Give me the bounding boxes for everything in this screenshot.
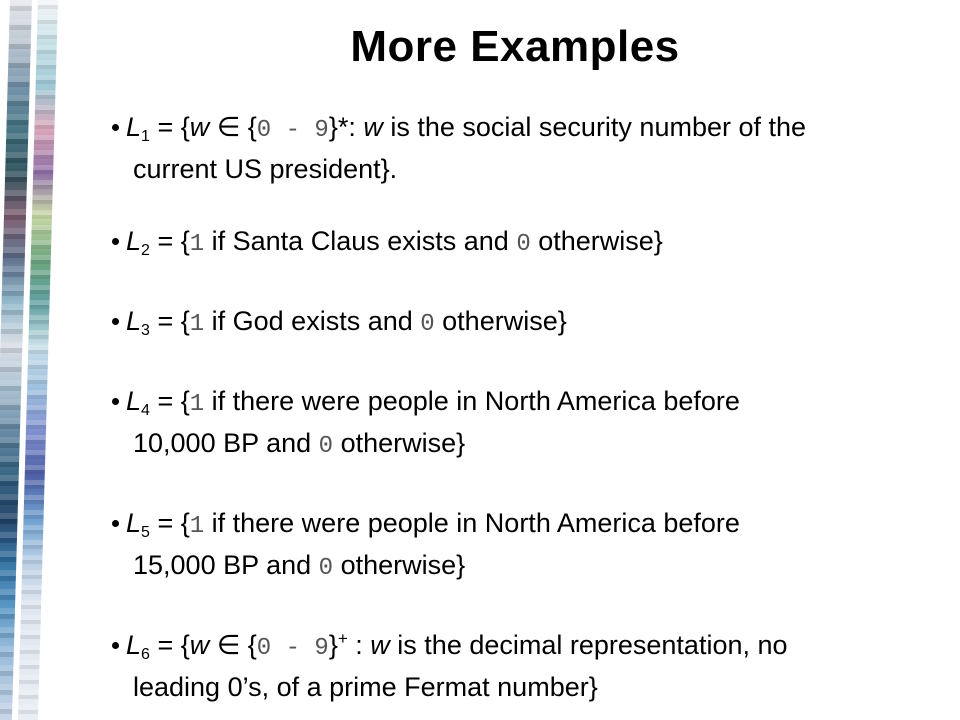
digit-zero: 0 [318, 555, 334, 582]
language-index: 1 [141, 128, 150, 145]
bullet-line [112, 504, 942, 546]
variable: w [363, 112, 383, 142]
text: otherwise} [434, 306, 567, 336]
bullet-item-l5 [112, 504, 942, 588]
text: otherwise} [530, 226, 663, 256]
language-label: L [126, 386, 142, 416]
language-index: 4 [141, 402, 150, 419]
text: 10,000 BP and [133, 428, 319, 458]
bullet-dot-icon [112, 398, 119, 405]
language-label: L [126, 630, 142, 660]
text: otherwise} [333, 428, 466, 458]
text: is the social security number of the [382, 112, 807, 142]
bullet-continuation: current US president}. [133, 154, 398, 184]
text: = { [149, 630, 190, 660]
text: { [247, 630, 257, 660]
text: } [328, 630, 338, 660]
bullet-line [112, 108, 942, 150]
bullet-dot-icon [112, 642, 119, 649]
text: = { [149, 112, 190, 142]
text: = { [149, 386, 190, 416]
language-label: L [126, 112, 142, 142]
text: }*: [328, 112, 364, 142]
kleene-plus: + [337, 629, 348, 648]
text: otherwise} [333, 550, 466, 580]
language-index: 2 [141, 242, 150, 259]
language-index: 3 [141, 322, 150, 339]
bullet-item-l1 [112, 108, 942, 188]
language-label: L [126, 226, 142, 256]
digit-one: 1 [189, 513, 205, 540]
language-index: 6 [141, 646, 150, 663]
bullet-item-l3 [112, 302, 942, 344]
digit-one: 1 [189, 231, 205, 258]
text: is the decimal representation, no [389, 630, 788, 660]
digit-one: 1 [189, 391, 205, 418]
text: = { [149, 226, 190, 256]
digit-zero: 0 [318, 433, 334, 460]
slide-title: More Examples [350, 22, 680, 71]
digit-range: 0 - 9 [256, 635, 329, 662]
text: if Santa Claus exists and [204, 226, 517, 256]
bullet-list [112, 108, 942, 706]
variable: w [189, 112, 210, 142]
text: = { [149, 306, 190, 336]
digit-zero: 0 [516, 231, 531, 258]
bullet-continuation [112, 424, 942, 466]
bullet-item-l6 [112, 626, 942, 706]
element-of-symbol: ∈ [209, 112, 248, 142]
element-of-symbol: ∈ [209, 630, 248, 660]
variable: w [189, 630, 210, 660]
text: : [347, 630, 371, 660]
text: if there were people in North America before [204, 508, 740, 538]
language-label: L [126, 306, 142, 336]
bullet-line [112, 626, 942, 668]
text: { [247, 112, 257, 142]
bullet-dot-icon [112, 318, 119, 325]
digit-zero: 0 [420, 311, 435, 338]
bullet-item-l2 [112, 222, 942, 264]
bullet-continuation [112, 546, 942, 588]
bullet-continuation: leading 0’s, of a prime Fermat number} [133, 672, 598, 702]
bullet-dot-icon [112, 238, 119, 245]
bullet-line [112, 382, 942, 424]
digit-range: 0 - 9 [256, 117, 329, 144]
text: if God exists and [204, 306, 421, 336]
bullet-dot-icon [112, 124, 119, 131]
bullet-dot-icon [112, 520, 119, 527]
variable: w [370, 630, 390, 660]
digit-one: 1 [189, 311, 205, 338]
language-index: 5 [141, 524, 150, 541]
text: if there were people in North America before [204, 386, 740, 416]
bullet-item-l4 [112, 382, 942, 466]
text: 15,000 BP and [133, 550, 319, 580]
text: = { [149, 508, 190, 538]
language-label: L [126, 508, 142, 538]
